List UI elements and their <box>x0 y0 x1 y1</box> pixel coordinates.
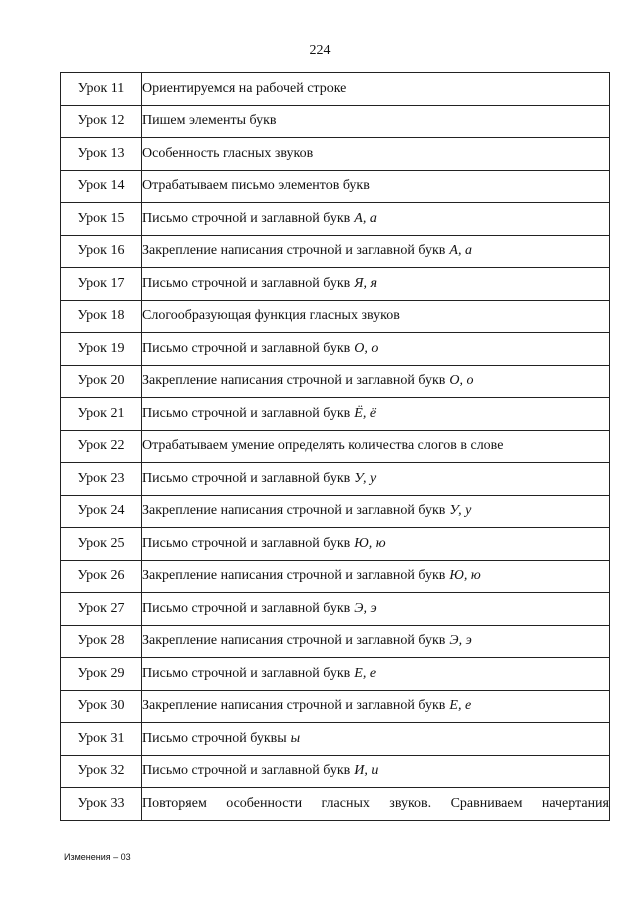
lesson-topic-text: Слогообразующая функция гласных звуков <box>142 308 400 324</box>
lesson-letters: Е, е <box>449 698 472 714</box>
lesson-topic <box>142 755 610 788</box>
lesson-number: Урок 33 <box>61 788 142 821</box>
lesson-topic-text: Особенность гласных звуков <box>142 145 314 161</box>
lesson-topic-text: Письмо строчной и заглавной букв <box>142 470 351 486</box>
lesson-topic-text: Пишем элементы букв <box>142 113 277 129</box>
lesson-topic-text: Закрепление написания строчной и заглавной букв <box>142 373 446 389</box>
lesson-topic <box>142 593 610 626</box>
lesson-number: Урок 31 <box>61 723 142 756</box>
lesson-topic-text: Письмо строчной и заглавной букв <box>142 665 351 681</box>
table-row <box>61 495 610 528</box>
lesson-topic <box>142 365 610 398</box>
lesson-topic <box>142 560 610 593</box>
lesson-number: Урок 24 <box>61 495 142 528</box>
table-row <box>61 268 610 301</box>
lesson-letters: А, а <box>449 243 472 259</box>
lesson-letters: Е, е <box>354 665 377 681</box>
table-row <box>61 625 610 658</box>
lesson-topic <box>142 398 610 431</box>
table-row <box>61 300 610 333</box>
table-row <box>61 105 610 138</box>
page-number: 224 <box>309 43 331 58</box>
lesson-topic-text: Отрабатываем умение определять количества слогов в слове <box>142 438 504 454</box>
lesson-topic-text: Письмо строчной буквы <box>142 730 287 746</box>
lesson-topic <box>142 625 610 658</box>
lesson-topic-text: Письмо строчной и заглавной букв <box>142 405 351 421</box>
lesson-number: Урок 18 <box>61 300 142 333</box>
lesson-topic <box>142 138 610 171</box>
lessons-table <box>60 72 610 821</box>
lesson-number: Урок 12 <box>61 105 142 138</box>
lesson-number: Урок 27 <box>61 593 142 626</box>
table-row <box>61 463 610 496</box>
lesson-topic-text: Письмо строчной и заглавной букв <box>142 763 351 779</box>
table-row <box>61 593 610 626</box>
lesson-number: Урок 19 <box>61 333 142 366</box>
lesson-topic-text: Письмо строчной и заглавной букв <box>142 340 351 356</box>
table-row <box>61 203 610 236</box>
lesson-topic <box>142 300 610 333</box>
lesson-topic <box>142 430 610 463</box>
lesson-number: Урок 26 <box>61 560 142 593</box>
lesson-topic <box>142 788 610 821</box>
lesson-number: Урок 15 <box>61 203 142 236</box>
lesson-topic-text: Закрепление написания строчной и заглавной букв <box>142 698 446 714</box>
lesson-letters: Э, э <box>449 633 472 649</box>
lesson-number: Урок 14 <box>61 170 142 203</box>
lesson-number: Урок 22 <box>61 430 142 463</box>
table-row <box>61 788 610 821</box>
lesson-topic-text: Письмо строчной и заглавной букв <box>142 600 351 616</box>
lesson-topic <box>142 528 610 561</box>
lesson-number: Урок 21 <box>61 398 142 431</box>
lesson-topic <box>142 333 610 366</box>
lesson-topic <box>142 170 610 203</box>
lesson-topic-text: Закрепление написания строчной и заглавной букв <box>142 243 446 259</box>
lesson-letters: У, у <box>354 470 377 486</box>
lesson-topic-text: Отрабатываем письмо элементов букв <box>142 178 370 194</box>
lesson-topic <box>142 268 610 301</box>
table-row <box>61 333 610 366</box>
table-row <box>61 723 610 756</box>
lesson-topic <box>142 105 610 138</box>
lesson-topic <box>142 73 610 106</box>
lesson-topic-text: Ориентируемся на рабочей строке <box>142 80 347 96</box>
table-row <box>61 170 610 203</box>
table-row <box>61 430 610 463</box>
table-row <box>61 560 610 593</box>
lessons-table-body <box>61 73 610 821</box>
lesson-number: Урок 11 <box>61 73 142 106</box>
lesson-letters: А, а <box>354 210 377 226</box>
lesson-topic <box>142 495 610 528</box>
lesson-topic <box>142 463 610 496</box>
lesson-number: Урок 16 <box>61 235 142 268</box>
lesson-topic <box>142 235 610 268</box>
table-row <box>61 690 610 723</box>
footer-revision: Изменения – 03 <box>64 852 131 862</box>
table-row <box>61 658 610 691</box>
lesson-letters: Ю, ю <box>354 535 386 551</box>
lesson-letters: О, о <box>354 340 379 356</box>
lesson-topic-text: Закрепление написания строчной и заглавной букв <box>142 568 446 584</box>
table-row <box>61 398 610 431</box>
lesson-number: Урок 28 <box>61 625 142 658</box>
lesson-number: Урок 30 <box>61 690 142 723</box>
lesson-topic <box>142 723 610 756</box>
table-row <box>61 138 610 171</box>
lesson-topic-text: Письмо строчной и заглавной букв <box>142 275 351 291</box>
lesson-letters: Ё, ё <box>354 405 377 421</box>
table-row <box>61 73 610 106</box>
lesson-number: Урок 32 <box>61 755 142 788</box>
table-row <box>61 528 610 561</box>
lesson-letters: О, о <box>449 373 474 389</box>
lesson-number: Урок 25 <box>61 528 142 561</box>
lesson-topic-text: Закрепление написания строчной и заглавной букв <box>142 633 446 649</box>
table-row <box>61 365 610 398</box>
lesson-topic <box>142 658 610 691</box>
lesson-letters: Э, э <box>354 600 377 616</box>
lesson-topic <box>142 690 610 723</box>
table-row <box>61 235 610 268</box>
lesson-topic-text: Повторяем особенности гласных звуков. Сравниваем начертания <box>142 795 609 811</box>
lesson-letters: Я, я <box>354 275 378 291</box>
lesson-letters: Ю, ю <box>449 568 481 584</box>
table-row <box>61 755 610 788</box>
lesson-letters: ы <box>290 730 301 746</box>
lesson-number: Урок 29 <box>61 658 142 691</box>
lesson-number: Урок 20 <box>61 365 142 398</box>
lesson-number: Урок 13 <box>61 138 142 171</box>
lesson-topic-text: Закрепление написания строчной и заглавной букв <box>142 503 446 519</box>
lesson-letters: У, у <box>449 503 472 519</box>
lesson-topic-text: Письмо строчной и заглавной букв <box>142 210 351 226</box>
lesson-topic-text: Письмо строчной и заглавной букв <box>142 535 351 551</box>
lesson-topic <box>142 203 610 236</box>
lesson-number: Урок 17 <box>61 268 142 301</box>
lesson-letters: И, и <box>354 763 379 779</box>
lesson-number: Урок 23 <box>61 463 142 496</box>
